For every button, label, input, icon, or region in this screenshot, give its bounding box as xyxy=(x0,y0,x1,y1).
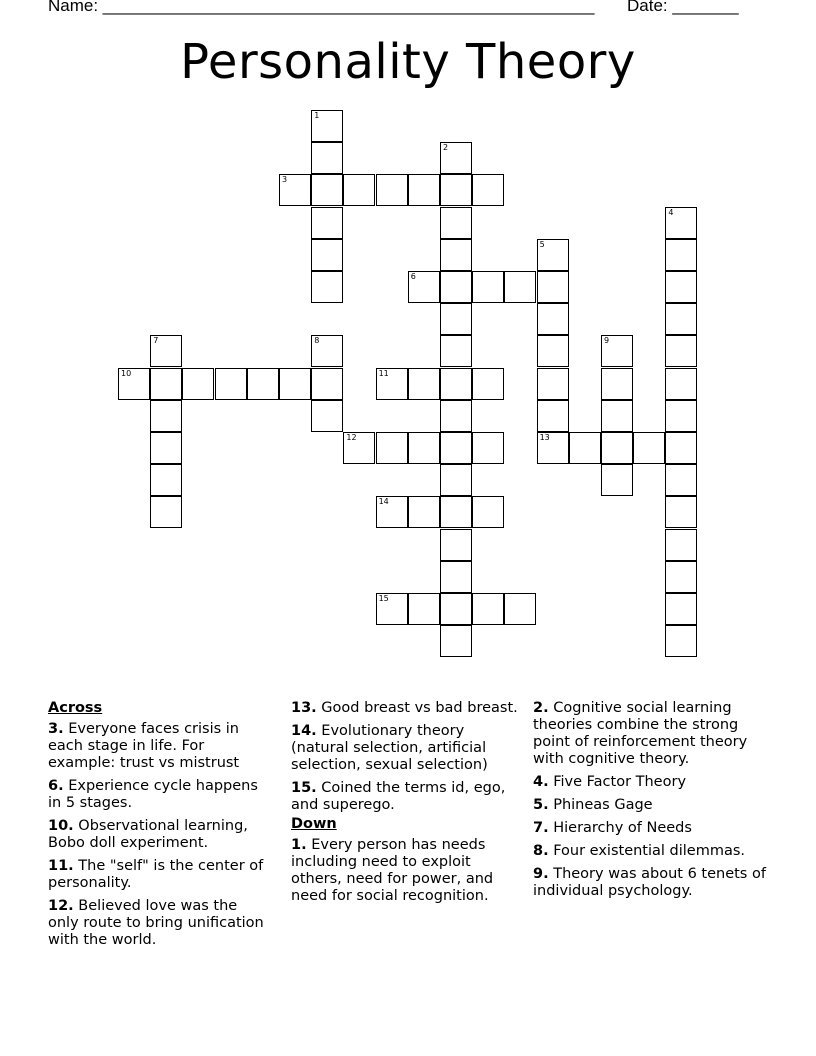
grid-cell[interactable] xyxy=(601,368,633,400)
grid-cell[interactable] xyxy=(376,593,408,625)
grid-cell[interactable] xyxy=(665,593,697,625)
clue-text: Evolutionary theory (natural selection, artificial selection, sexual selection) xyxy=(291,723,488,773)
grid-cell[interactable] xyxy=(311,335,343,367)
grid-cell[interactable] xyxy=(311,368,343,400)
grid-cell[interactable] xyxy=(440,207,472,239)
clue-number: 15. xyxy=(291,780,317,796)
clue-text: Observational learning, Bobo doll experiment. xyxy=(48,818,248,851)
date-field-label[interactable]: Date: _______ xyxy=(627,0,739,15)
grid-cell[interactable] xyxy=(440,368,472,400)
clue-across-15 xyxy=(291,780,519,814)
clue-down-5 xyxy=(533,797,773,814)
cell-number: 1 xyxy=(314,111,320,120)
cell-number: 2 xyxy=(443,143,449,153)
grid-cell[interactable] xyxy=(118,368,150,400)
clue-across-6 xyxy=(48,778,270,812)
grid-cell[interactable] xyxy=(440,239,472,271)
grid-cell[interactable] xyxy=(311,271,343,303)
grid-cell[interactable] xyxy=(376,368,408,400)
cell-number: 8 xyxy=(314,336,320,346)
clue-number: 6. xyxy=(48,778,64,794)
grid-cell[interactable] xyxy=(537,303,569,335)
clue-across-11 xyxy=(48,858,270,892)
clue-text: The "self" is the center of personality. xyxy=(48,858,264,891)
grid-cell[interactable] xyxy=(504,271,536,303)
grid-cell[interactable] xyxy=(472,174,504,206)
clue-number: 12. xyxy=(48,898,74,914)
cell-number: 7 xyxy=(153,336,159,346)
grid-cell[interactable] xyxy=(665,271,697,303)
clue-number: 3. xyxy=(48,721,64,737)
clue-down-2 xyxy=(533,700,773,768)
grid-cell[interactable] xyxy=(279,368,311,400)
grid-cell[interactable] xyxy=(150,368,182,400)
grid-cell[interactable] xyxy=(665,496,697,528)
clue-down-9 xyxy=(533,866,773,900)
grid-cell[interactable] xyxy=(537,368,569,400)
grid-cell[interactable] xyxy=(215,368,247,400)
clue-down-7 xyxy=(533,820,773,837)
clues-column-1 xyxy=(48,700,270,955)
grid-cell[interactable] xyxy=(440,432,472,464)
grid-cell[interactable] xyxy=(665,464,697,496)
grid-cell[interactable] xyxy=(408,593,440,625)
grid-cell[interactable] xyxy=(504,593,536,625)
clue-number: 13. xyxy=(291,700,317,716)
grid-cell[interactable] xyxy=(343,174,375,206)
grid-cell[interactable] xyxy=(472,368,504,400)
grid-cell[interactable] xyxy=(665,625,697,657)
cell-number: 9 xyxy=(604,336,610,346)
grid-cell[interactable] xyxy=(440,593,472,625)
grid-cell[interactable] xyxy=(343,432,375,464)
grid-cell[interactable] xyxy=(440,625,472,657)
grid-cell[interactable] xyxy=(408,368,440,400)
clue-number: 10. xyxy=(48,818,74,834)
grid-cell[interactable] xyxy=(440,400,472,432)
grid-cell[interactable] xyxy=(440,303,472,335)
clue-text: Hierarchy of Needs xyxy=(553,820,692,836)
grid-cell[interactable] xyxy=(150,496,182,528)
clue-down-8 xyxy=(533,843,773,860)
grid-cell[interactable] xyxy=(601,464,633,496)
clue-text: Believed love was the only route to bring unification with the world. xyxy=(48,898,264,948)
cell-number: 3 xyxy=(282,175,288,185)
clue-text: Cognitive social learning theories combine the strong point of reinforcement theory with cognitive theory. xyxy=(533,700,748,767)
grid-cell[interactable] xyxy=(150,400,182,432)
grid-cell[interactable] xyxy=(408,496,440,528)
grid-cell[interactable] xyxy=(665,303,697,335)
clue-across-14 xyxy=(291,723,519,774)
grid-cell[interactable] xyxy=(537,400,569,432)
clue-text: Coined the terms id, ego, and superego. xyxy=(291,780,506,813)
grid-cell[interactable] xyxy=(376,496,408,528)
clue-number: 14. xyxy=(291,723,317,739)
grid-cell[interactable] xyxy=(440,496,472,528)
grid-cell[interactable] xyxy=(665,239,697,271)
grid-cell[interactable] xyxy=(376,174,408,206)
grid-cell[interactable] xyxy=(472,432,504,464)
name-field-label[interactable]: Name: ____________________________________________________ xyxy=(48,0,595,15)
grid-cell[interactable] xyxy=(633,432,665,464)
clue-down-4 xyxy=(533,774,773,791)
grid-cell[interactable] xyxy=(311,174,343,206)
grid-cell[interactable] xyxy=(279,174,311,206)
cell-number: 15 xyxy=(378,594,389,603)
grid-cell[interactable] xyxy=(440,561,472,593)
grid-cell[interactable] xyxy=(665,368,697,400)
cell-number: 4 xyxy=(668,207,674,217)
cell-number: 14 xyxy=(378,497,389,507)
across-heading: Across xyxy=(48,700,103,716)
grid-cell[interactable] xyxy=(311,110,343,142)
grid-cell[interactable] xyxy=(665,561,697,593)
grid-cell[interactable] xyxy=(376,432,408,464)
grid-cell[interactable] xyxy=(408,432,440,464)
grid-cell[interactable] xyxy=(440,174,472,206)
grid-cell[interactable] xyxy=(601,335,633,367)
clue-text: Four existential dilemmas. xyxy=(553,843,746,859)
clue-number: 7. xyxy=(533,820,549,836)
grid-cell[interactable] xyxy=(440,335,472,367)
grid-cell[interactable] xyxy=(472,593,504,625)
grid-cell[interactable] xyxy=(665,432,697,464)
clue-number: 11. xyxy=(48,858,74,874)
grid-cell[interactable] xyxy=(408,174,440,206)
grid-cell[interactable] xyxy=(665,335,697,367)
clues-column-2 xyxy=(291,700,519,911)
cell-number: 11 xyxy=(378,368,389,378)
clue-text: Every person has needs including need to exploit others, need for power, and need for social recognition. xyxy=(291,837,494,904)
grid-cell[interactable] xyxy=(440,464,472,496)
clue-text: Phineas Gage xyxy=(553,797,653,813)
grid-cell[interactable] xyxy=(440,142,472,174)
clue-number: 2. xyxy=(533,700,549,716)
grid-cell[interactable] xyxy=(665,400,697,432)
page-title: Personality Theory xyxy=(180,34,636,90)
grid-cell[interactable] xyxy=(665,529,697,561)
grid-cell[interactable] xyxy=(311,239,343,271)
grid-cell[interactable] xyxy=(472,271,504,303)
clue-text: Experience cycle happens in 5 stages. xyxy=(48,778,258,811)
grid-cell[interactable] xyxy=(150,335,182,367)
grid-cell[interactable] xyxy=(537,432,569,464)
cell-number: 12 xyxy=(346,433,357,442)
clue-number: 4. xyxy=(533,774,549,790)
grid-cell[interactable] xyxy=(601,400,633,432)
clue-across-10 xyxy=(48,818,270,852)
clue-across-3 xyxy=(48,721,270,772)
clue-number: 1. xyxy=(291,837,307,853)
cell-number: 10 xyxy=(121,368,132,378)
grid-cell[interactable] xyxy=(150,464,182,496)
clues-column-3 xyxy=(533,700,773,906)
grid-cell[interactable] xyxy=(537,335,569,367)
grid-cell[interactable] xyxy=(150,432,182,464)
grid-cell[interactable] xyxy=(665,207,697,239)
grid-cell[interactable] xyxy=(601,432,633,464)
clue-down-1 xyxy=(291,837,519,905)
cell-number: 5 xyxy=(539,239,545,249)
grid-cell[interactable] xyxy=(440,529,472,561)
grid-cell[interactable] xyxy=(472,496,504,528)
grid-cell[interactable] xyxy=(408,271,440,303)
clue-number: 9. xyxy=(533,866,549,882)
grid-cell[interactable] xyxy=(311,142,343,174)
grid-cell[interactable] xyxy=(182,368,214,400)
clue-number: 8. xyxy=(533,843,549,859)
grid-cell[interactable] xyxy=(537,271,569,303)
grid-cell[interactable] xyxy=(569,432,601,464)
clue-text: Theory was about 6 tenets of individual psychology. xyxy=(533,866,766,899)
grid-cell[interactable] xyxy=(247,368,279,400)
grid-cell[interactable] xyxy=(311,207,343,239)
cell-number: 6 xyxy=(410,272,416,281)
clue-text: Five Factor Theory xyxy=(553,774,687,790)
clue-text: Good breast vs bad breast. xyxy=(321,700,518,716)
cell-number: 13 xyxy=(539,433,550,442)
grid-cell[interactable] xyxy=(311,400,343,432)
clue-across-13 xyxy=(291,700,519,717)
grid-cell[interactable] xyxy=(440,271,472,303)
clue-number: 5. xyxy=(533,797,549,813)
grid-cell[interactable] xyxy=(537,239,569,271)
down-heading: Down xyxy=(291,816,337,832)
clue-text: Everyone faces crisis in each stage in life. For example: trust vs mistrust xyxy=(48,721,240,771)
clue-across-12 xyxy=(48,898,270,949)
